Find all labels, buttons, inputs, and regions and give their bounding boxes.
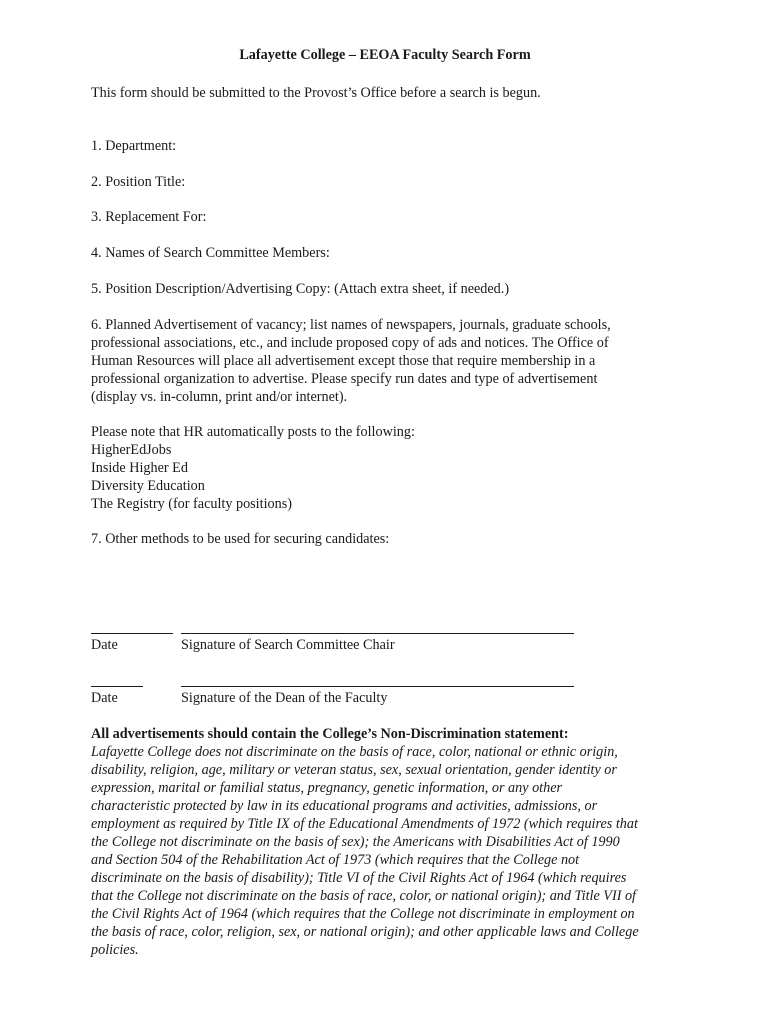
item6-line: 6. Planned Advertisement of vacancy; list names of newspapers, journals, graduate schools, xyxy=(91,317,611,333)
hr-note xyxy=(91,423,671,513)
statement-line: policies. xyxy=(91,942,139,958)
non-discrimination-statement xyxy=(91,743,671,959)
date-label-1: Date xyxy=(91,637,118,653)
statement-line: employment as required by Title IX of the Educational Amendments of 1972 (which requires that xyxy=(91,816,638,832)
item-position-description: 5. Position Description/Advertising Copy: (Attach extra sheet, if needed.) xyxy=(91,281,510,297)
date-line-1 xyxy=(91,633,173,634)
hr-posting-site: Diversity Education xyxy=(91,478,205,494)
date-line-2 xyxy=(91,686,143,687)
dean-signature-label: Signature of the Dean of the Faculty xyxy=(181,690,388,706)
date-label-2: Date xyxy=(91,690,118,706)
statement-line: that the College not discriminate on the basis of race, color, or national origin); and Title VII of xyxy=(91,888,636,904)
statement-line: expression, marital or familial status, pregnancy, genetic information, or any other xyxy=(91,780,563,796)
item6-line: (display vs. in-column, print and/or internet). xyxy=(91,389,348,405)
item-planned-advertisement xyxy=(91,316,671,406)
statement-line: disability, religion, age, military or veteran status, sex, sexual orientation, gender identity or xyxy=(91,762,617,778)
item6-line: professional organization to advertise. Please specify run dates and type of advertisement xyxy=(91,371,598,387)
item-replacement-for: 3. Replacement For: xyxy=(91,209,207,225)
hr-posting-site: The Registry (for faculty positions) xyxy=(91,496,292,512)
chair-signature-label: Signature of Search Committee Chair xyxy=(181,637,395,653)
statement-line: the Civil Rights Act of 1964 (which requires that the College not discriminate in employment on xyxy=(91,906,635,922)
item-position-title: 2. Position Title: xyxy=(91,174,186,190)
item6-line: professional associations, etc., and include proposed copy of ads and notices. The Office of xyxy=(91,335,609,351)
statement-line: characteristic protected by law in its educational programs and activities, admissions, or xyxy=(91,798,598,814)
intro-text: This form should be submitted to the Provost’s Office before a search is begun. xyxy=(91,85,541,101)
statement-line: Lafayette College does not discriminate on the basis of race, color, national or ethnic origin, xyxy=(91,744,618,760)
form-title: Lafayette College – EEOA Faculty Search Form xyxy=(239,47,531,63)
dean-signature-line xyxy=(181,686,574,687)
statement-line: discriminate on the basis of disability); Title VI of the Civil Rights Act of 1964 (which requires xyxy=(91,870,627,886)
item-committee-members: 4. Names of Search Committee Members: xyxy=(91,245,330,261)
item6-line: Human Resources will place all advertisement except those that require membership in a xyxy=(91,353,596,369)
statement-heading: All advertisements should contain the College’s Non-Discrimination statement: xyxy=(91,726,569,742)
statement-line: the College not discriminate on the basis of sex); the Americans with Disabilities Act of 1990 xyxy=(91,834,620,850)
chair-signature-line xyxy=(181,633,574,634)
hr-posting-site: Inside Higher Ed xyxy=(91,460,188,476)
item-department: 1. Department: xyxy=(91,138,177,154)
statement-line: and Section 504 of the Rehabilitation Act of 1973 (which requires that the College not xyxy=(91,852,580,868)
item-other-methods: 7. Other methods to be used for securing candidates: xyxy=(91,531,390,547)
hr-note-heading: Please note that HR automatically posts to the following: xyxy=(91,424,415,440)
hr-posting-site: HigherEdJobs xyxy=(91,442,172,458)
statement-line: the basis of race, color, religion, sex, or national origin); and other applicable laws and College xyxy=(91,924,639,940)
